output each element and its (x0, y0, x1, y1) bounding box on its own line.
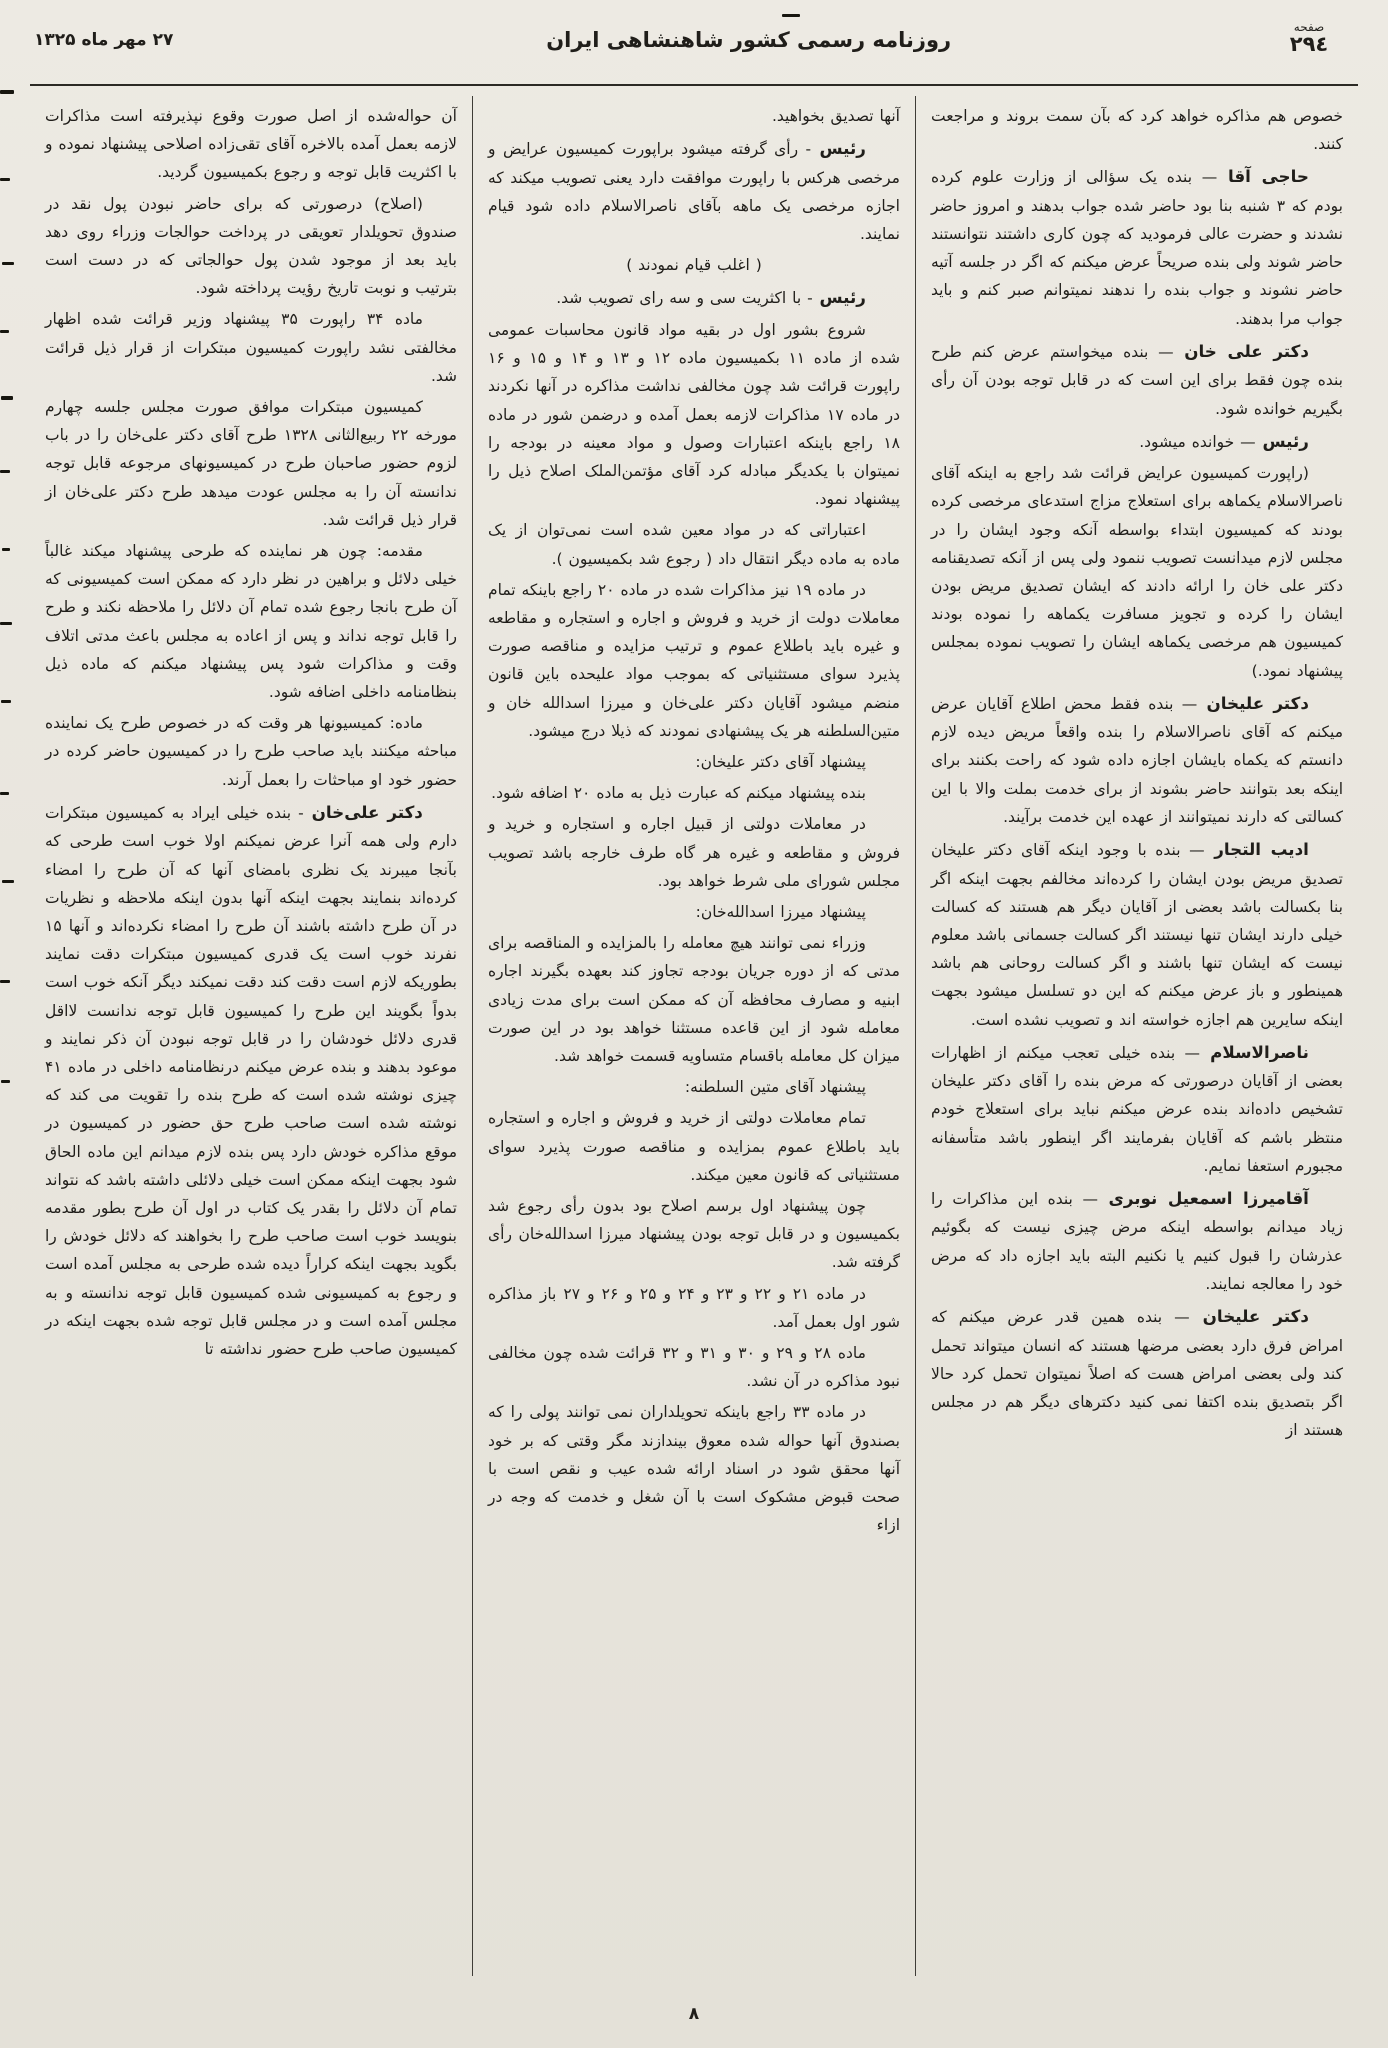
paragraph: چون پیشنهاد اول برسم اصلاح بود بدون رأی رجوع شد بکمیسیون و در قابل توجه بودن پیشنهاد میرزا اسدالله‌خان رأی گرفته شد. (488, 1197, 900, 1272)
scan-artifact (1, 396, 13, 400)
scan-artifact (2, 262, 14, 265)
paragraph: رئیس - با اکثریت سی و سه رای تصویب شد. (556, 287, 866, 308)
text-column-right (916, 96, 1358, 1976)
issue-date: ۲۷ مهر ماه ۱۳۲۵ (34, 30, 174, 50)
paragraph: پیشنهاد آقای دکتر علیخان: (695, 752, 866, 771)
paragraph: رئیس - رأی گرفته میشود براپورت کمیسیون عرایض و مرخصی هرکس با راپورت موافقت دارد یعنی تصویب میکند که اجازه مرخصی یک ماهه بآقای ناصرالاسلام داده شود قیام نمایند. (488, 138, 900, 244)
paragraph: مقدمه: چون هر نماینده که طرحی پیشنهاد میکند غالباً خیلی دلائل و براهین در نظر دارد که ممکن است کمیسیونی که آن طرح بانجا رجوع شده تمام آن دلائل را ملاحظه نکند و طرح را قابل توجه نداند و پس از اعاده به مجلس باعث مدتی اتلاف وقت و مذاکرات شود پس پیشنهاد میکنم که ماده ذیل بنظامنامه داخلی اضافه شود. (45, 542, 457, 702)
paragraph: پیشنهاد میرزا اسدالله‌خان: (695, 902, 866, 921)
paragraph: دکتر علی‌خان - بنده خیلی ایراد به کمیسیون مبتکرات دارم ولی همه آنرا عرض نمیکنم اولا خوب است طرحی که بآنجا میبرند یک نظری بامضای آنها که آن طرح را امضاء کرده‌اند بنمایند بجهت اینکه آنها بدون اینکه ملاحظه و نظریات در آن طرح داشته باشند آن طرح را امضاء نکرده‌اند و آنها ۱۵ نفرند خوب است یک قدری کمیسیون مبتکرات دقت نمایند بطوریکه لازم است دقت کند دقت نمیکند دیگر آنکه خوب است بدواً بگویند این طرح را کمیسیون قابل توجه ندانست لااقل قدری دلائل خودشان را در قابل توجه نبودن آن ذکر نمایند و موعود بدهند و بنده عرض میکنم درنظامنامه داخلی در ماده ۴۱ چیزی نوشته شده است که طرح بنده را تقویت می کند که نوشته شده است صاحب طرح حق حضور در کمیسیون در موقع مذاکره خودش دارد پس بنده لازم میدانم این ماده الحاق شود بجهت اینکه ممکن است خیلی دلائلی داشته باشد که نتواند تمام آن دلائل را بقدر یک کتاب در اول آن طرح بطور مقدمه بنویسد خوب است صاحب طرح را بخواهند که دلائل خودش را بگوید بجهت اینکه کراراً دیده شده طرحی به مجلس آمده است و رجوع به کمیسیونی شده کمیسیون قابل توجه ندانسته و به مجلس آمده است و در مجلس قابل توجه شده بجهت اینکه در کمیسیون صاحب طرح حضور نداشته تا (45, 801, 457, 1358)
paragraph: دکتر علیخان — بنده همین قدر عرض میکنم که امراض فرق دارد بعضی مرضها هستند که انسان میتواند تحمل کند ولی بعضی امراض هست که اصلاً نمیتوان تحمل کرد حالا اگر بتصدیق بنده اکتفا نمی کنید دکترهای دیگر هم در مجلس هستند از (931, 1306, 1343, 1440)
scan-artifact (0, 622, 12, 625)
paragraph: پیشنهاد آقای متین السلطنه: (684, 1078, 866, 1097)
paragraph: (اصلاح) درصورتی که برای حاضر نبودن پول نقد در صندوق تحویلدار تعویقی در پرداخت حوالجات وزراء روی دهد باید بعد از موجود شدن پول حوالجاتی که در دست است بترتیب و نوبت تاریخ رؤیت پرداخته شود. (45, 194, 457, 298)
scan-artifact (1, 700, 11, 703)
speaker-name: رئیس (812, 287, 866, 308)
paragraph: دکتر علی خان — بنده میخواستم عرض کنم طرح بنده چون فقط برای این است که در قابل توجه بودن آن رأی بگیریم خوانده شود. (931, 340, 1343, 418)
paragraph: در معاملات دولتی از قبیل اجاره و استجاره و خرید و فروش و مقاطعه و غیره هر گاه طرف خارجه باشد تصویب مجلس شورای ملی شرط خواهد بود. (488, 815, 900, 890)
paragraph: ماده: کمیسیونها هر وقت که در خصوص طرح یک نماینده مباحثه میکنند باید صاحب طرح را در کمیسیون حاضر کرده در حضور خود او مباحثات را بعمل آرند. (45, 714, 457, 789)
paragraph: تمام معاملات دولتی از خرید و فروش و اجاره و استجاره باید باطلاع عموم بمزایده و مناقصه صورت پذیرد سوای مستثنیاتی که قانون معین میکند. (488, 1109, 900, 1184)
speaker-name: دکتر علیخان (1189, 1306, 1309, 1327)
paragraph: ناصرالاسلام — بنده خیلی تعجب میکنم از اظهارات بعضی از آقایان درصورتی که مرض بنده را آقای دکتر علیخان تشخیص داده‌اند بنده عرض میکنم نباید برای استعلاج خودم منتظر باشم که آقایان بفرمایند اگر اینطور باشد متأسفانه مجبورم استعفا نمایم. (931, 1041, 1343, 1175)
scan-artifact (0, 980, 10, 983)
speaker-name: ادیب التجار (1204, 839, 1309, 860)
paragraph: شروع بشور اول در بقیه مواد قانون محاسبات عمومی شده از ماده ۱۱ بکمیسیون ماده ۱۲ و ۱۳ و ۱۴ و ۱۵ و ۱۶ راپورت قرائت شد چون مخالفی نداشت مذاکره در آنها نکردند در ماده ۱۷ مذاکرات لازمه بعمل آمده و درضمن شور در ماده ۱۸ راجع باینکه اعتبارات وصول و مواد معینه در بودجه را نمیتوان با یکدیگر مبادله کرد آقای مؤتمن‌الملک اصلاح ذیل را پیشنهاد نمود. (488, 320, 901, 509)
scan-artifact (2, 548, 10, 551)
paragraph: در ماده ۲۱ و ۲۲ و ۲۳ و ۲۴ و ۲۵ و ۲۶ و ۲۷ باز مذاکره شور اول بعمل آمد. (488, 1284, 900, 1331)
paragraph: رئیس — خوانده میشود. (1139, 430, 1309, 451)
scan-artifact (0, 330, 9, 333)
header-divider (30, 84, 1358, 86)
newspaper-title: روزنامه رسمی کشور شاهنشاهی ایران (546, 28, 952, 52)
paragraph: در ماده ۳۳ راجع باینکه تحویلداران نمی توانند پولی را که بصندوق آنها حواله شده معوق بیندازند مگر وقتی که بر خود آنها محقق شود در اسناد ارائه شده عیب و نقص است با صحت قبوض مشکوک است با آن شغل و خدمت که وجه در ازاء (488, 1403, 900, 1535)
paragraph: وزراء نمی توانند هیچ معامله را بالمزایده و المناقصه برای مدتی که از دوره جریان بودجه تجاوز کند بعهده بگیرند اجاره ابنیه و مصارف محافظه آن که ممکن است برای مدت زیادی معامله شود از این قاعده مستثنا خواهد بود در این صورت میزان کل معامله باقسام متساویه قسمت خواهد شد. (488, 934, 900, 1065)
speaker-name: حاجی آقا (1217, 166, 1309, 187)
scan-artifact (0, 178, 10, 181)
scan-artifact (0, 792, 9, 795)
footer-page-number: ۸ (688, 2004, 700, 2024)
speaker-name: ناصرالاسلام (1199, 1041, 1309, 1062)
paragraph: حاجی آقا — بنده یک سؤالی از وزارت علوم کرده بودم که ۳ شنبه بنا بود حاضر شده جواب بدهند و امروز حاضر نشدند و حضرت عالی فرمودید که چون کاری داشتند نتوانستند حاضر شوند ولی بنده صریحاً عرض میکنم که اگر در جلسه آتیه حاضر نشوند و جواب بنده را ندهند نمیتوانم صبر کنم و باید جواب مرا بدهند. (931, 166, 1343, 328)
paragraph: کمیسیون مبتکرات موافق صورت مجلس جلسه چهارم مورخه ۲۲ ربیع‌الثانی ۱۳۲۸ طرح آقای دکتر علی‌خان را در باب لزوم حضور صاحبان طرح در کمیسیونهای مرجوعه قابل توجه ندانسته آن را به مجلس عودت میدهد طرح دکتر علی‌خان از قرار ذیل قرائت شد. (45, 398, 457, 529)
paragraph: ادیب التجار — بنده با وجود اینکه آقای دکتر علیخان تصدیق مریض بودن ایشان را کرده‌اند مخالفم بجهت اینکه اگر بنا بکسالت باشد بعضی از آقایان دیگر هم هستند که کسالت خیلی دارند ایشان تنها نیستند اگر کسالت جسمانی باشد معلوم نیست که ایشان تنها باشند و اگر کسالت روحانی هم باشد همینطور و باز عرض میکنم که این دو تسلسل میشود بجهت اینکه سایرین هم اجازه خواسته اند و تصویب نشده است. (931, 839, 1343, 1029)
paragraph: آنها تصدیق بخواهید. (771, 107, 900, 125)
paragraph: دکتر علیخان — بنده فقط محض اطلاع آقایان عرض میکنم که آقای ناصرالاسلام را بنده واقعاً مریض دیده لازم دانستم که یکماه بایشان اجازه داده شود که راحت بکنند برای اینکه بعد بتوانند حاضر بشوند از برای خدمت بملت والا با این کسالتی که دارند نمیتوانند از عهده این خدمت برآیند. (931, 692, 1343, 826)
page-header (34, 20, 1354, 56)
page-word-label: صفحه (1293, 20, 1325, 34)
text-column-left (30, 96, 473, 1976)
speaker-name: دکتر علی خان (1173, 340, 1309, 361)
paragraph: در ماده ۱۹ نیز مذاکرات شده در ماده ۲۰ راجع باینکه تمام معاملات دولت از خرید و فروش و اجاره و استجاره و مقاطعه و غیره باید باطلاع عموم و ترتیب مزایده و مناقصه صورت پذیرد سوای مستثنیاتی که بموجب مواد علیحده باین قانون منضم میشود آقایان دکتر علی‌خان و میرزا اسدالله خان و متین‌السلطنه هر یک پیشنهادی نمودند که ذیلا درج میشود. (488, 580, 900, 740)
speaker-name: آقامیرزا اسمعیل نوبری (1097, 1188, 1309, 1209)
paragraph: آقامیرزا اسمعیل نوبری — بنده این مذاکرات را زیاد میدانم بواسطه اینکه مرض چیزی نیست که بگوئیم عذرشان را قبول کنیم یا نکنیم البته باید اجازه داد که مرض خود را معالجه نمایند. (931, 1188, 1343, 1293)
speaker-name: دکتر علیخان (1197, 692, 1309, 713)
speaker-name: رئیس (811, 138, 866, 159)
paragraph: آن حواله‌شده از اصل صورت وقوع نپذیرفته است مذاکرات لازمه بعمل آمده بالاخره آقای تقی‌زاده اصلاحی پیشنهاد نموده و با اکثریت قابل توجه و رجوع بکمیسیون گردید. (45, 107, 457, 182)
paragraph: اعتباراتی که در مواد معین شده است نمی‌توان از یک ماده به ماده دیگر انتقال داد ( رجوع شد بکمیسیون ). (488, 521, 900, 568)
scan-artifact (1, 1080, 10, 1083)
paragraph: خصوص هم مذاکره خواهد کرد که بآن سمت بروند و مراجعت کنند. (931, 107, 1343, 154)
page-number-block (1264, 20, 1354, 56)
speaker-name: رئیس (1255, 430, 1309, 451)
text-column-middle (473, 96, 916, 1976)
paragraph: ماده ۲۸ و ۲۹ و ۳۰ و ۳۱ و ۳۲ قرائت شده چون مخالفی نبود مذاکره در آن نشد. (488, 1344, 900, 1391)
scan-artifact (2, 880, 14, 883)
page-number: ۲۹٤ (1289, 32, 1329, 56)
scan-artifact (0, 470, 10, 473)
scan-artifact (782, 14, 800, 17)
paragraph: (راپورت کمیسیون عرایض قرائت شد راجع به اینکه آقای ناصرالاسلام یکماهه برای استعلاج مزاج استدعای مرخصی کرده بودند که کمیسیون ابتداء بواسطه آنکه وجود ایشان را در مجلس لازم میدانست تصویب ننمود ولی پس از آنکه تصدیقنامه دکتر علی خان را ارائه دادند که ایشان تصدیق مریض بودن ایشان را کرده و تجویز مسافرت یکماهه را نموده بودند کمیسیون هم مرخصی یکماهه ایشان را تصویب نموده بمجلس پیشنهاد نمود.) (931, 464, 1343, 680)
article-columns (30, 96, 1358, 1976)
paragraph: ماده ۳۴ راپورت ۳۵ پیشنهاد وزیر قرائت شده اظهار مخالفتی نشد راپورت کمیسیون مبتکرات از قرار ذیل قرائت شد. (45, 310, 457, 385)
scan-artifact (0, 90, 14, 94)
paragraph: بنده پیشنهاد میکنم که عبارت ذیل به ماده ۲۰ اضافه شود. (491, 784, 866, 803)
speaker-name: دکتر علی‌خان (303, 801, 423, 822)
paragraph: ( اغلب قیام نمودند ) (626, 256, 762, 275)
